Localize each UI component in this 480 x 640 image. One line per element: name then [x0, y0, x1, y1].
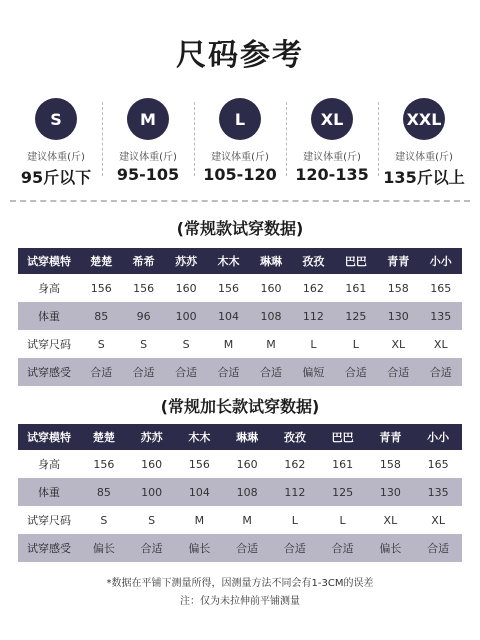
weight-range: 120-135	[295, 165, 369, 184]
table-cell: S	[148, 513, 156, 527]
weight-label: 建议体重(斤)	[395, 152, 453, 163]
table-cell: 160	[236, 457, 258, 471]
table-cell: 160	[141, 457, 163, 471]
header-cell: 小小	[414, 424, 462, 450]
table-cell: 162	[284, 457, 306, 471]
header-cell: 青青	[367, 424, 415, 450]
table-cell: L	[310, 337, 317, 351]
header-cell: 木木	[207, 248, 249, 274]
header-cell: 琳琳	[250, 248, 292, 274]
header-cell: 楚楚	[80, 424, 128, 450]
measurement-note: *数据在平铺下测量所得，因测量方法不同会有1-3CM的误差	[106, 578, 374, 589]
table-cell: 100	[128, 478, 176, 506]
header-cell: 木木	[176, 424, 224, 450]
table-cell: M	[242, 513, 252, 527]
table-cell: S	[182, 337, 190, 351]
header-cell: 巴巴	[335, 248, 377, 274]
table-cell: 合适	[271, 534, 319, 562]
row-label: 体重	[18, 302, 80, 330]
header-cell: 希希	[122, 248, 164, 274]
table-cell: M	[223, 337, 234, 351]
table-cell: 偏长	[176, 534, 224, 562]
table-cell: 合适	[165, 358, 207, 386]
table-cell: S	[100, 513, 108, 527]
table-cell: 合适	[250, 358, 292, 386]
measurement-footnote: 注：仅为未拉伸前平铺测量	[180, 596, 300, 607]
table-cell: M	[266, 337, 276, 351]
table-cell: 合适	[223, 534, 271, 562]
table-cell: L	[291, 513, 298, 527]
weight-range: 95-105	[116, 165, 180, 184]
table-cell: 160	[260, 281, 282, 295]
table-cell: 合适	[207, 358, 249, 386]
table-cell: 130	[377, 302, 419, 330]
table-cell: L	[339, 513, 346, 527]
row-label: 试穿尺码	[27, 514, 71, 527]
table-row	[18, 274, 462, 302]
size-item-xl	[286, 98, 378, 188]
table-row	[18, 478, 462, 506]
table-cell: 125	[319, 478, 367, 506]
table-cell: 161	[332, 457, 354, 471]
size-badge: L	[219, 98, 261, 140]
table-cell: XL	[383, 513, 398, 527]
table-cell: 85	[80, 302, 122, 330]
table-cell: 合适	[377, 358, 419, 386]
table-cell: 112	[292, 302, 334, 330]
table-cell: XL	[431, 513, 445, 527]
weight-label: 建议体重(斤)	[211, 152, 269, 163]
table-cell: S	[97, 337, 105, 351]
header-cell: 孜孜	[271, 424, 319, 450]
row-label: 身高	[38, 458, 60, 471]
size-badge: XXL	[403, 98, 445, 140]
table-cell: 162	[302, 281, 324, 295]
table1-title: (常规款试穿数据)	[176, 219, 304, 238]
table-cell: 165	[430, 281, 452, 295]
size-item-s	[10, 98, 102, 188]
table-cell: 合适	[128, 534, 176, 562]
row-label: 体重	[18, 478, 80, 506]
long-fit-table	[18, 424, 462, 562]
table-cell: XL	[433, 337, 448, 351]
table-cell: 85	[80, 478, 128, 506]
table-header-row	[18, 424, 462, 450]
table-cell: S	[140, 337, 148, 351]
header-cell: 小小	[420, 248, 463, 274]
header-cell: 琳琳	[223, 424, 271, 450]
table-cell: M	[194, 513, 205, 527]
table-cell: 合适	[335, 358, 377, 386]
table-cell: XL	[391, 337, 406, 351]
table-cell: 156	[90, 281, 112, 295]
size-badge: M	[127, 98, 169, 140]
size-badge: S	[35, 98, 77, 140]
header-cell: 孜孜	[292, 248, 334, 274]
table-cell: L	[352, 337, 359, 351]
header-cell: 巴巴	[319, 424, 367, 450]
table-cell: 156	[218, 281, 240, 295]
table-row	[18, 330, 462, 358]
header-cell: 青青	[377, 248, 419, 274]
row-label: 身高	[38, 282, 60, 295]
size-guide	[10, 98, 470, 188]
header-cell: 苏苏	[165, 248, 207, 274]
table-cell: 165	[427, 457, 449, 471]
table-cell: 偏长	[80, 534, 128, 562]
table2-title: (常规加长款试穿数据)	[160, 397, 320, 416]
size-item-l	[194, 98, 286, 188]
weight-range: 95斤以下	[20, 168, 92, 187]
table-cell: 96	[122, 302, 164, 330]
row-label: 试穿尺码	[27, 338, 71, 351]
table-cell: 158	[387, 281, 409, 295]
header-cell: 苏苏	[128, 424, 176, 450]
weight-label: 建议体重(斤)	[303, 152, 361, 163]
table-cell: 偏长	[367, 534, 415, 562]
table-header-row	[18, 248, 462, 274]
table-cell: 合适	[80, 358, 122, 386]
regular-fit-table	[18, 248, 462, 386]
size-item-m	[102, 98, 194, 188]
table-row	[18, 450, 462, 478]
header-cell: 试穿模特	[18, 424, 80, 450]
table-cell: 156	[93, 457, 115, 471]
table-row	[18, 534, 462, 562]
table-cell: 156	[188, 457, 210, 471]
table-cell: 108	[250, 302, 292, 330]
row-label: 试穿感受	[18, 358, 80, 386]
table-cell: 108	[223, 478, 271, 506]
table-cell: 135	[414, 478, 462, 506]
dashed-divider	[10, 200, 470, 202]
header-cell: 楚楚	[80, 248, 122, 274]
size-badge: XL	[311, 98, 353, 140]
table-cell: 160	[175, 281, 197, 295]
table-cell: 合适	[319, 534, 367, 562]
table-cell: 156	[133, 281, 155, 295]
weight-label: 建议体重(斤)	[27, 152, 85, 163]
header-cell: 试穿模特	[18, 248, 80, 274]
table-cell: 合适	[414, 534, 462, 562]
table-cell: 161	[345, 281, 367, 295]
table-cell: 158	[379, 457, 401, 471]
table-cell: 104	[176, 478, 224, 506]
table-cell: 125	[335, 302, 377, 330]
table-cell: 偏短	[292, 358, 334, 386]
size-item-xxl	[378, 98, 470, 188]
page-title: 尺码参考	[176, 38, 304, 73]
weight-range: 105-120	[203, 165, 277, 184]
row-label: 试穿感受	[18, 534, 80, 562]
table-cell: 100	[165, 302, 207, 330]
weight-range: 135斤以上	[383, 168, 465, 187]
weight-label: 建议体重(斤)	[119, 152, 177, 163]
table-cell: 104	[207, 302, 249, 330]
table-cell: 合适	[122, 358, 164, 386]
table-row	[18, 302, 462, 330]
table-row	[18, 506, 462, 534]
table-row	[18, 358, 462, 386]
table-cell: 135	[420, 302, 463, 330]
table-cell: 112	[271, 478, 319, 506]
table-cell: 合适	[420, 358, 463, 386]
table-cell: 130	[367, 478, 415, 506]
